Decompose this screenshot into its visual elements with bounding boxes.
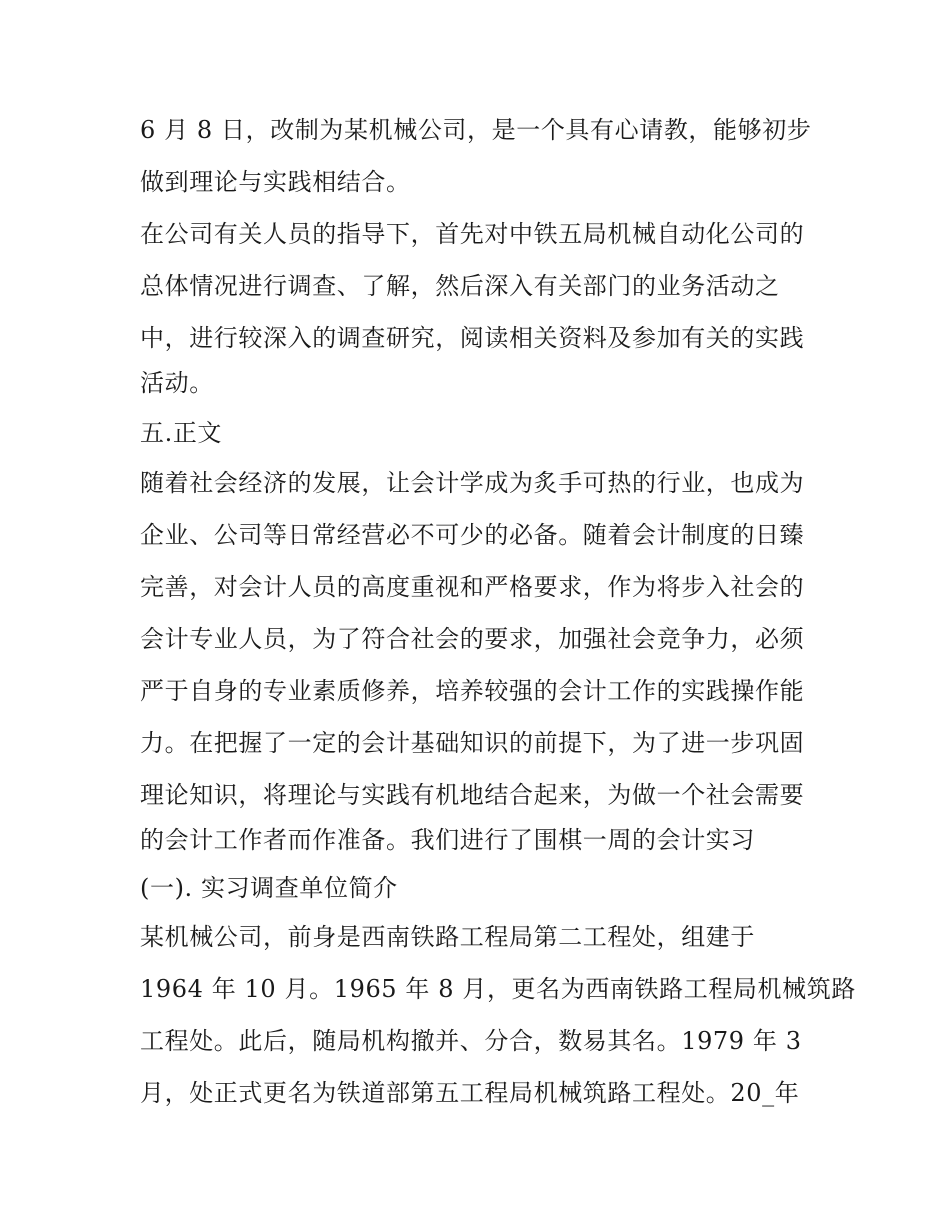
- paragraph-line: 月，处正式更名为铁道部第五工程局机械筑路工程处。20_年: [140, 1079, 800, 1107]
- paragraph-line: 严于自身的专业素质修养，培养较强的会计工作的实践操作能: [140, 677, 805, 705]
- paragraph-line: 1964 年 10 月。1965 年 8 月，更名为西南铁路工程局机械筑路: [140, 975, 856, 1003]
- paragraph-line: 的会计工作者而作准备。我们进行了围棋一周的会计实习: [140, 826, 755, 854]
- paragraph-line: 力。在把握了一定的会计基础知识的前提下，为了进一步巩固: [140, 729, 805, 757]
- paragraph-line: 中，进行较深入的调查研究，阅读相关资料及参加有关的实践: [140, 324, 805, 352]
- paragraph-line: 6 月 8 日，改制为某机械公司，是一个具有心请教，能够初步: [140, 116, 812, 144]
- paragraph-line: 某机械公司，前身是西南铁路工程局第二工程处，组建于: [140, 923, 755, 951]
- paragraph-line: 活动。: [140, 369, 214, 397]
- paragraph-line: 完善，对会计人员的高度重视和严格要求，作为将步入社会的: [140, 573, 805, 601]
- paragraph-line: 工程处。此后，随局机构撤并、分合，数易其名。1979 年 3: [140, 1027, 802, 1055]
- paragraph-line: 企业、公司等日常经营必不可少的必备。随着会计制度的日臻: [140, 521, 805, 549]
- paragraph-line: 随着社会经济的发展，让会计学成为炙手可热的行业，也成为: [140, 469, 805, 497]
- paragraph-line: 总体情况进行调查、了解，然后深入有关部门的业务活动之: [140, 272, 780, 300]
- paragraph-line: 会计专业人员，为了符合社会的要求，加强社会竞争力，必须: [140, 625, 805, 653]
- paragraph-line: 做到理论与实践相结合。: [140, 168, 411, 196]
- section-heading: 五.正文: [140, 419, 223, 447]
- paragraph-line: 理论知识，将理论与实践有机地结合起来，为做一个社会需要: [140, 781, 805, 809]
- subsection-heading: (一). 实习调查单位简介: [140, 874, 398, 902]
- paragraph-line: 在公司有关人员的指导下，首先对中铁五局机械自动化公司的: [140, 220, 805, 248]
